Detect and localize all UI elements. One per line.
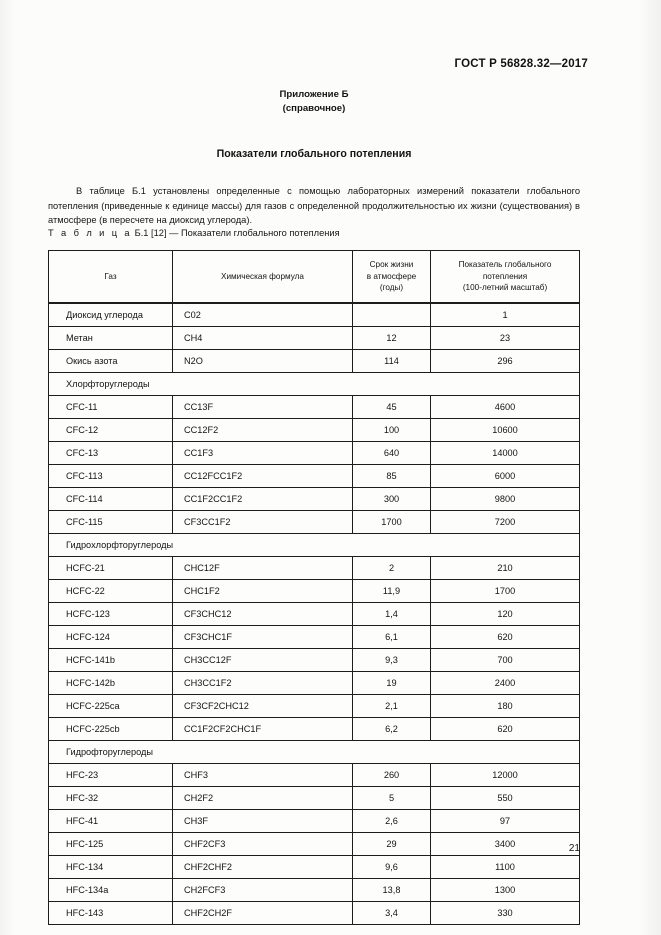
gwp-table bbox=[48, 250, 580, 925]
cell-gwp-value: 14000 bbox=[431, 441, 580, 464]
cell-gas-name: HCFC-124 bbox=[49, 625, 173, 648]
table-row bbox=[49, 441, 580, 464]
cell-gwp-value: 620 bbox=[431, 625, 580, 648]
cell-gas-name: HCFC-22 bbox=[49, 579, 173, 602]
cell-atmospheric-lifetime: 9,6 bbox=[353, 855, 431, 878]
page-title: Показатели глобального потепления bbox=[216, 148, 412, 160]
cell-gas-name: Окись азота bbox=[49, 349, 173, 372]
table-row bbox=[49, 901, 580, 924]
table-row bbox=[49, 349, 580, 372]
table-row bbox=[49, 855, 580, 878]
cell-gwp-value: 9800 bbox=[431, 487, 580, 510]
appendix-heading bbox=[48, 88, 580, 115]
cell-gas-name: CFC-11 bbox=[49, 395, 173, 418]
cell-chemical-formula: CHF3 bbox=[173, 763, 353, 786]
cell-atmospheric-lifetime: 3,4 bbox=[353, 901, 431, 924]
cell-gwp-value: 550 bbox=[431, 786, 580, 809]
table-header bbox=[49, 251, 580, 304]
table-row bbox=[49, 809, 580, 832]
table-row bbox=[49, 326, 580, 349]
cell-gas-name: HFC-134a bbox=[49, 878, 173, 901]
cell-chemical-formula: CHF2CH2F bbox=[173, 901, 353, 924]
table-row bbox=[49, 418, 580, 441]
cell-chemical-formula: C02 bbox=[173, 303, 353, 326]
column-header-gwp-line2: потепления bbox=[482, 271, 528, 281]
cell-atmospheric-lifetime: 1700 bbox=[353, 510, 431, 533]
table-row bbox=[49, 464, 580, 487]
table-row bbox=[49, 556, 580, 579]
table-caption-rest: Б.1 [12] — Показатели глобального потепления bbox=[134, 228, 340, 238]
column-header-gwp bbox=[431, 251, 580, 304]
table-row bbox=[49, 510, 580, 533]
cell-chemical-formula: CC1F2CF2CHC1F bbox=[173, 717, 353, 740]
table-row bbox=[49, 579, 580, 602]
cell-gas-name: CFC-115 bbox=[49, 510, 173, 533]
cell-gas-name: HFC-41 bbox=[49, 809, 173, 832]
cell-chemical-formula: CC1F3 bbox=[173, 441, 353, 464]
cell-atmospheric-lifetime: 6,2 bbox=[353, 717, 431, 740]
cell-gwp-value: 23 bbox=[431, 326, 580, 349]
cell-atmospheric-lifetime: 260 bbox=[353, 763, 431, 786]
cell-chemical-formula: CH3F bbox=[173, 809, 353, 832]
table-row bbox=[49, 878, 580, 901]
table-row bbox=[49, 694, 580, 717]
cell-gwp-value: 4600 bbox=[431, 395, 580, 418]
cell-gwp-value: 700 bbox=[431, 648, 580, 671]
cell-gwp-value: 330 bbox=[431, 901, 580, 924]
cell-chemical-formula: CC12F2 bbox=[173, 418, 353, 441]
cell-atmospheric-lifetime: 45 bbox=[353, 395, 431, 418]
cell-gwp-value: 10600 bbox=[431, 418, 580, 441]
cell-gwp-value: 12000 bbox=[431, 763, 580, 786]
cell-atmospheric-lifetime: 13,8 bbox=[353, 878, 431, 901]
table-header-row bbox=[49, 251, 580, 304]
cell-gas-name: HCFC-225cb bbox=[49, 717, 173, 740]
table-row bbox=[49, 763, 580, 786]
cell-chemical-formula: CH3CC12F bbox=[173, 648, 353, 671]
group-label: Хлорфторуглероды bbox=[49, 372, 580, 395]
cell-atmospheric-lifetime: 114 bbox=[353, 349, 431, 372]
cell-gwp-value: 6000 bbox=[431, 464, 580, 487]
cell-atmospheric-lifetime: 640 bbox=[353, 441, 431, 464]
cell-gas-name: CFC-13 bbox=[49, 441, 173, 464]
intro-paragraph: В таблице Б.1 установлены определенные с помощью лабораторных измерений показатели глобального потепления (приведенные к единице массы) для газов с определенной продолжительностью их жизни (существования) в атмосфере (в пересчете на диоксид углерода). bbox=[48, 186, 580, 225]
cell-gwp-value: 1700 bbox=[431, 579, 580, 602]
page-number: 21 bbox=[568, 843, 580, 854]
cell-chemical-formula: CHC1F2 bbox=[173, 579, 353, 602]
cell-chemical-formula: CF3CHC1F bbox=[173, 625, 353, 648]
cell-gas-name: HCFC-141b bbox=[49, 648, 173, 671]
cell-gas-name: HFC-32 bbox=[49, 786, 173, 809]
table-row bbox=[49, 487, 580, 510]
column-header-lifetime bbox=[353, 251, 431, 304]
cell-atmospheric-lifetime: 1,4 bbox=[353, 602, 431, 625]
cell-gas-name: HCFC-225ca bbox=[49, 694, 173, 717]
cell-gas-name: HCFC-123 bbox=[49, 602, 173, 625]
cell-atmospheric-lifetime: 9,3 bbox=[353, 648, 431, 671]
cell-gas-name: HFC-23 bbox=[49, 763, 173, 786]
table-group-row bbox=[49, 533, 580, 556]
column-header-lifetime-line1: Срок жизни bbox=[369, 260, 414, 270]
standard-number-header: ГОСТ Р 56828.32—2017 bbox=[454, 58, 588, 70]
cell-atmospheric-lifetime: 5 bbox=[353, 786, 431, 809]
cell-chemical-formula: CF3CC1F2 bbox=[173, 510, 353, 533]
cell-gwp-value: 180 bbox=[431, 694, 580, 717]
cell-atmospheric-lifetime: 2 bbox=[353, 556, 431, 579]
cell-gwp-value: 620 bbox=[431, 717, 580, 740]
cell-gas-name: Метан bbox=[49, 326, 173, 349]
cell-atmospheric-lifetime: 300 bbox=[353, 487, 431, 510]
cell-gwp-value: 2400 bbox=[431, 671, 580, 694]
cell-gwp-value: 1 bbox=[431, 303, 580, 326]
cell-gas-name: HFC-143 bbox=[49, 901, 173, 924]
cell-chemical-formula: CC12FCC1F2 bbox=[173, 464, 353, 487]
cell-atmospheric-lifetime: 12 bbox=[353, 326, 431, 349]
cell-chemical-formula: CH3CC1F2 bbox=[173, 671, 353, 694]
cell-gwp-value: 1100 bbox=[431, 855, 580, 878]
cell-atmospheric-lifetime bbox=[353, 303, 431, 326]
cell-chemical-formula: CH2FCF3 bbox=[173, 878, 353, 901]
group-label: Гидрофторуглероды bbox=[49, 740, 580, 763]
cell-chemical-formula: CHF2CHF2 bbox=[173, 855, 353, 878]
appendix-kind: (справочное) bbox=[282, 102, 346, 114]
cell-gwp-value: 3400 bbox=[431, 832, 580, 855]
cell-gas-name: HFC-125 bbox=[49, 832, 173, 855]
cell-gas-name: HCFC-21 bbox=[49, 556, 173, 579]
column-header-lifetime-line3: (годы) bbox=[379, 283, 404, 293]
cell-chemical-formula: CC13F bbox=[173, 395, 353, 418]
cell-gas-name: Диоксид углерода bbox=[49, 303, 173, 326]
cell-atmospheric-lifetime: 19 bbox=[353, 671, 431, 694]
cell-chemical-formula: CHC12F bbox=[173, 556, 353, 579]
table-body bbox=[49, 303, 580, 924]
cell-atmospheric-lifetime: 2,1 bbox=[353, 694, 431, 717]
cell-gwp-value: 210 bbox=[431, 556, 580, 579]
table-row bbox=[49, 786, 580, 809]
cell-chemical-formula: CF3CF2CHC12 bbox=[173, 694, 353, 717]
cell-gas-name: HCFC-142b bbox=[49, 671, 173, 694]
cell-atmospheric-lifetime: 85 bbox=[353, 464, 431, 487]
cell-gas-name: CFC-12 bbox=[49, 418, 173, 441]
cell-chemical-formula: CHF2CF3 bbox=[173, 832, 353, 855]
column-header-gwp-line1: Показатель глобального bbox=[458, 260, 552, 270]
group-label: Гидрохлорфторуглероды bbox=[49, 533, 580, 556]
cell-gwp-value: 97 bbox=[431, 809, 580, 832]
cell-atmospheric-lifetime: 2,6 bbox=[353, 809, 431, 832]
table-row bbox=[49, 602, 580, 625]
table-group-row bbox=[49, 740, 580, 763]
cell-atmospheric-lifetime: 29 bbox=[353, 832, 431, 855]
cell-atmospheric-lifetime: 11,9 bbox=[353, 579, 431, 602]
cell-atmospheric-lifetime: 100 bbox=[353, 418, 431, 441]
cell-atmospheric-lifetime: 6,1 bbox=[353, 625, 431, 648]
table-caption bbox=[48, 228, 580, 238]
cell-chemical-formula: N2O bbox=[173, 349, 353, 372]
column-header-gas: Газ bbox=[49, 251, 173, 304]
cell-chemical-formula: CF3CHC12 bbox=[173, 602, 353, 625]
column-header-lifetime-line2: в атмосфере bbox=[366, 271, 417, 281]
cell-chemical-formula: CH2F2 bbox=[173, 786, 353, 809]
table-row bbox=[49, 395, 580, 418]
cell-gas-name: CFC-113 bbox=[49, 464, 173, 487]
column-header-formula: Химическая формула bbox=[173, 251, 353, 304]
table-row bbox=[49, 303, 580, 326]
cell-chemical-formula: CH4 bbox=[173, 326, 353, 349]
cell-gas-name: CFC-114 bbox=[49, 487, 173, 510]
table-row bbox=[49, 671, 580, 694]
table-row bbox=[49, 625, 580, 648]
table-caption-word: Т а б л и ц а bbox=[48, 228, 132, 238]
column-header-gwp-line3: (100-летний масштаб) bbox=[462, 283, 548, 293]
cell-chemical-formula: CC1F2CC1F2 bbox=[173, 487, 353, 510]
cell-gwp-value: 120 bbox=[431, 602, 580, 625]
cell-gas-name: HFC-134 bbox=[49, 855, 173, 878]
table-row bbox=[49, 717, 580, 740]
table-row bbox=[49, 648, 580, 671]
table-group-row bbox=[49, 372, 580, 395]
cell-gwp-value: 1300 bbox=[431, 878, 580, 901]
cell-gwp-value: 7200 bbox=[431, 510, 580, 533]
cell-gwp-value: 296 bbox=[431, 349, 580, 372]
appendix-label: Приложение Б bbox=[279, 89, 349, 100]
